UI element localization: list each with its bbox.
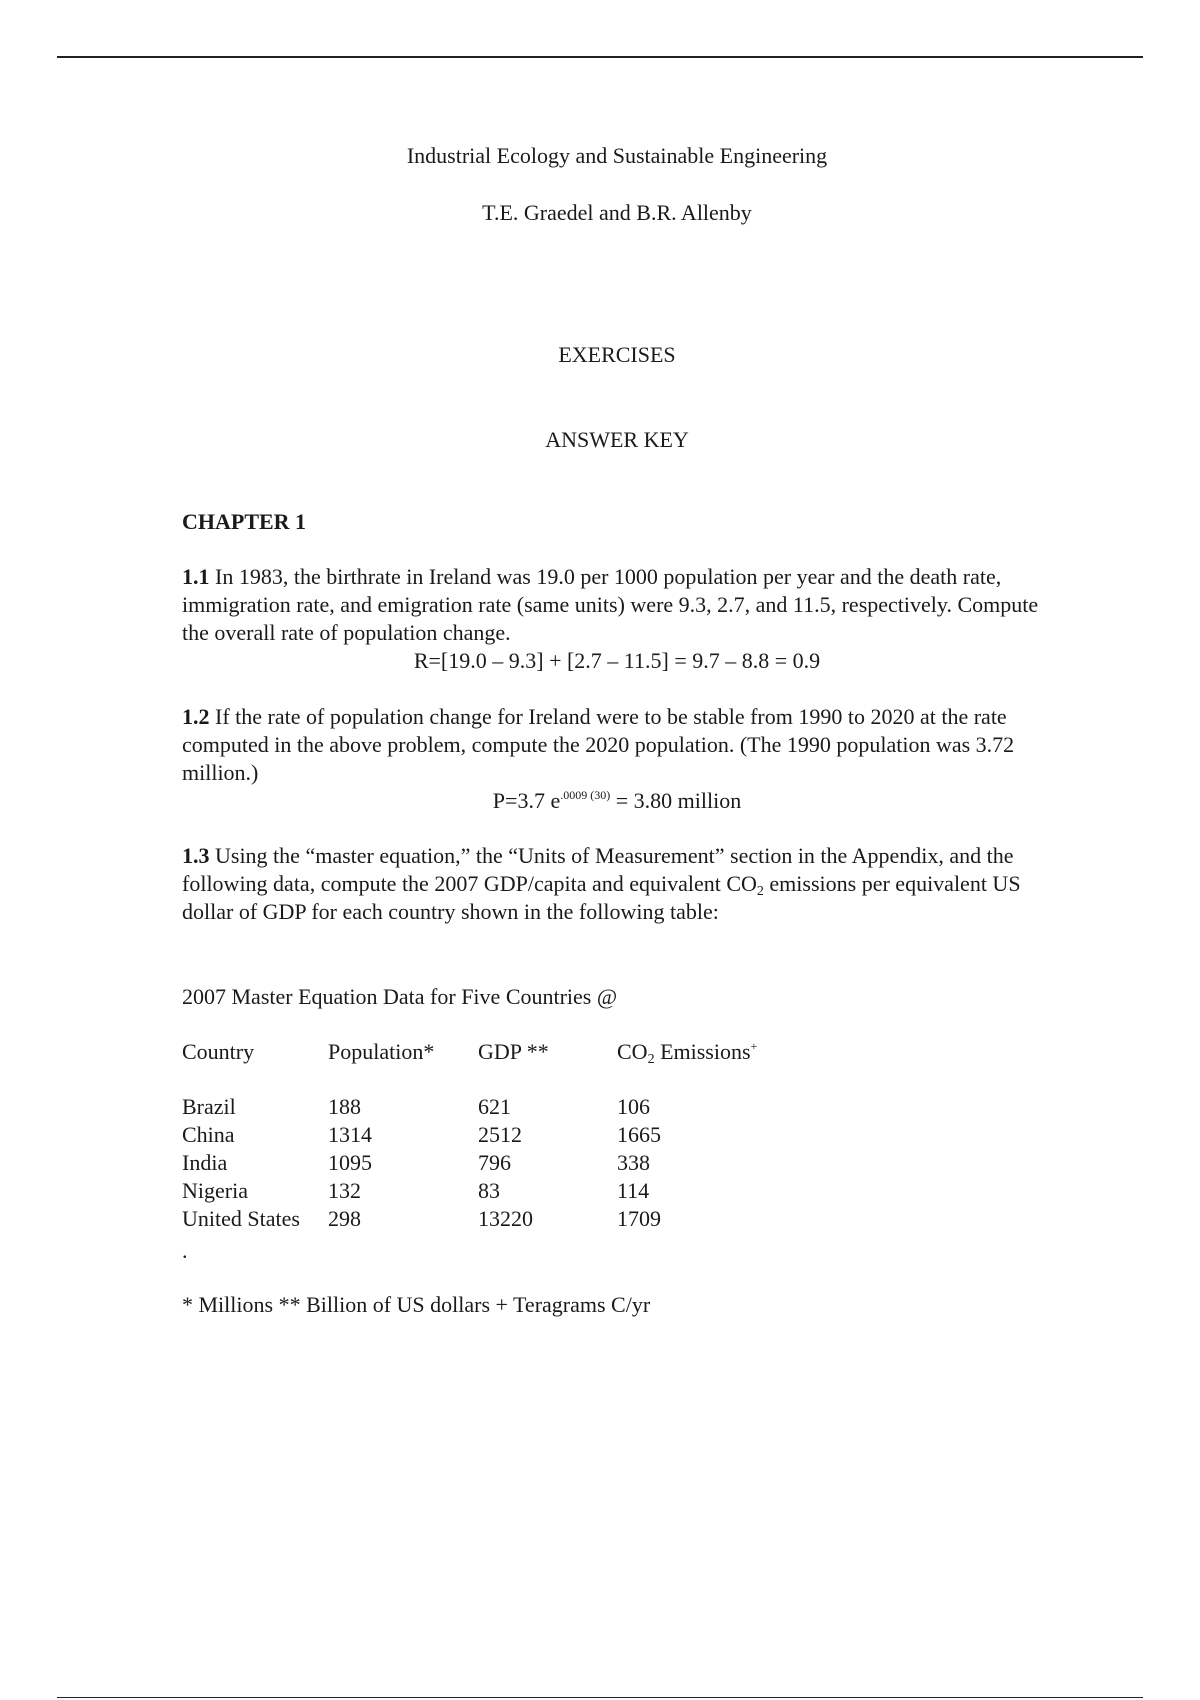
problem-1-3: [182, 842, 1062, 926]
cell-population: 132: [328, 1178, 361, 1203]
problem-number: 1.1: [182, 564, 210, 589]
answer-result: = 3.80 million: [615, 788, 742, 813]
chapter-heading: CHAPTER 1: [182, 509, 307, 534]
co2-subscript: 2: [756, 884, 764, 899]
problem-text-part1: Using the “master equation,” the “Units of Measurement” section in the Appendix, and the following data, compute the 2007 GDP/capita and equivalent CO: [182, 843, 1014, 896]
cell-gdp: 83: [478, 1178, 500, 1203]
top-rule: [57, 56, 1143, 58]
cell-gdp: 621: [478, 1094, 511, 1119]
cell-co2: 106: [617, 1094, 650, 1119]
co2-suffix: Emissions: [654, 1039, 751, 1064]
cell-co2: 1709: [617, 1206, 661, 1231]
cell-population: 1314: [328, 1122, 372, 1147]
cell-country: Brazil: [182, 1094, 236, 1119]
table-row: [182, 1149, 817, 1177]
answer-exponent: .0009 (30): [560, 788, 611, 802]
table-row: [182, 1205, 817, 1233]
co2-header-superscript: +: [750, 1039, 758, 1053]
authors: T.E. Graedel and B.R. Allenby: [482, 200, 752, 225]
trailing-mark: .: [182, 1238, 188, 1263]
cell-population: 298: [328, 1206, 361, 1231]
column-header-co2: [617, 1038, 817, 1066]
cell-gdp: 2512: [478, 1122, 522, 1147]
problem-1-2: [182, 703, 1062, 787]
table-caption: 2007 Master Equation Data for Five Countries @: [182, 984, 618, 1009]
cell-population: 1095: [328, 1150, 372, 1175]
data-table: [182, 1093, 817, 1233]
table-row: [182, 1177, 817, 1205]
book-title: Industrial Ecology and Sustainable Engineering: [406, 143, 828, 168]
cell-co2: 1665: [617, 1122, 661, 1147]
cell-gdp: 13220: [478, 1206, 533, 1231]
column-header-population: Population*: [328, 1039, 435, 1064]
table-row: [182, 1093, 817, 1121]
cell-country: India: [182, 1150, 228, 1175]
cell-country: Nigeria: [182, 1178, 248, 1203]
cell-gdp: 796: [478, 1150, 511, 1175]
problem-1-1: [182, 563, 1062, 647]
column-header-country: Country: [182, 1039, 255, 1064]
column-header-gdp: GDP **: [478, 1039, 549, 1064]
section-subtitle: ANSWER KEY: [545, 427, 689, 452]
cell-population: 188: [328, 1094, 361, 1119]
bottom-rule: [57, 1697, 1143, 1698]
problem-text: In 1983, the birthrate in Ireland was 19.0 per 1000 population per year and the death rate, immigration rate, and emigration rate (same units) were 9.3, 2.7, and 11.5, respectively. Compute the overall rate of population change.: [182, 564, 1039, 645]
co2-header-subscript: 2: [647, 1052, 655, 1067]
cell-country: United States: [182, 1206, 300, 1231]
table-row: [182, 1121, 817, 1149]
table-footnote: * Millions ** Billion of US dollars + Teragrams C/yr: [182, 1292, 651, 1317]
problem-text-part2: emissions per equivalent US dollar of GDP for each country shown in the following table:: [182, 871, 1021, 924]
table-header: [182, 1038, 817, 1066]
problem-number: 1.2: [182, 704, 210, 729]
section-title: EXERCISES: [558, 342, 676, 367]
co2-prefix: CO: [617, 1039, 648, 1064]
cell-co2: 338: [617, 1150, 650, 1175]
problem-number: 1.3: [182, 843, 210, 868]
answer-base: P=3.7 e: [492, 788, 561, 813]
problem-1-1-answer: R=[19.0 – 9.3] + [2.7 – 11.5] = 9.7 – 8.8 = 0.9: [413, 648, 821, 673]
problem-text: If the rate of population change for Ireland were to be stable from 1990 to 2020 at the rate computed in the above problem, compute the 2020 population. (The 1990 population was 3.72 million.): [182, 704, 1015, 785]
problem-1-2-answer: [182, 787, 1052, 815]
cell-co2: 114: [617, 1178, 650, 1203]
cell-country: China: [182, 1122, 235, 1147]
